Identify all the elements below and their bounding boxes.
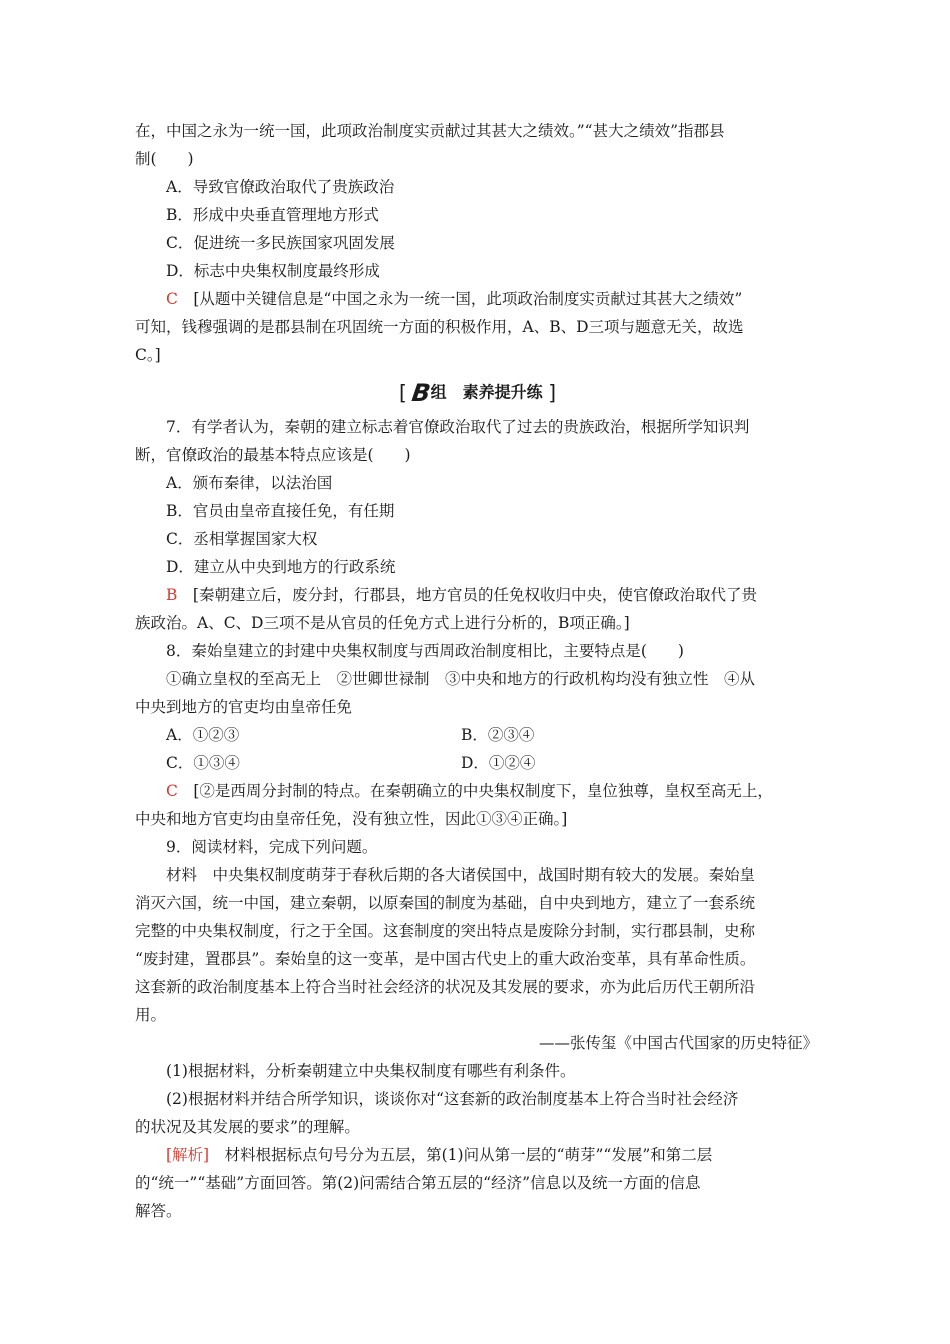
q6-option-b: B．形成中央垂直管理地方形式 [166, 206, 379, 224]
q6-analysis-line3: C。] [135, 346, 161, 364]
q8-answer-key: C [166, 782, 178, 800]
q8-option-c: C．①③④ [166, 754, 240, 772]
q9-stem: 9．阅读材料，完成下列问题。 [166, 838, 378, 856]
jiexi-tag: [解析] [166, 1146, 210, 1164]
q7-option-b: B．官员由皇帝直接任免，有任期 [166, 502, 395, 520]
q8-options-row1 [135, 721, 820, 749]
q9-material-line6: 用。 [135, 1006, 167, 1024]
q6-analysis [135, 285, 820, 313]
q8-analysis-line1: [②是西周分封制的特点。在秦朝确立的中央集权制度下，皇位独尊，皇权至高无上， [177, 782, 773, 800]
q6-analysis-line1: [从题中关键信息是“中国之永为一统一国，此项政治制度实贡献过其甚大之绩效” [177, 290, 743, 308]
q8-analysis [135, 777, 820, 805]
q8-items-line1: ①确立皇权的至高无上 ②世卿世禄制 ③中央和地方的行政机构均没有独立性 ④从 [166, 670, 756, 688]
q7-analysis-line1: [秦朝建立后，废分封，行郡县，地方官员的任免权收归中央，使官僚政治取代了贵 [177, 586, 757, 604]
q7-analysis [135, 581, 820, 609]
q7-option-a: A．颁布秦律，以法治国 [166, 474, 333, 492]
q7-stem-line1: 7．有学者认为，秦朝的建立标志着官僚政治取代了过去的贵族政治，根据所学知识判 [166, 418, 750, 436]
q9-material-line1: 材料 中央集权制度萌芽于春秋后期的各大诸侯国中，战国时期有较大的发展。秦始皇 [166, 866, 756, 884]
q8-option-b: B．②③④ [461, 726, 535, 744]
section-header [135, 377, 820, 407]
section-title: 组 素养提升练 [430, 382, 543, 402]
q9-material-line5: 这套新的政治制度基本上符合当时社会经济的状况及其发展的要求，亦为此后历代王朝所沿 [135, 978, 756, 996]
q6-stem-line2: 制( ) [135, 150, 194, 168]
q6-analysis-line2: 可知，钱穆强调的是郡县制在巩固统一方面的积极作用，A、B、D三项与题意无关，故选 [135, 318, 744, 336]
q7-answer-key: B [166, 586, 178, 604]
q7-option-d: D．建立从中央到地方的行政系统 [166, 558, 396, 576]
q8-options-row2 [135, 749, 820, 777]
q6-stem-line1: 在，中国之永为一统一国，此项政治制度实贡献过其甚大之绩效。”“甚大之绩效”指郡县 [135, 122, 725, 140]
q9-jiexi-line2: 的“统一”“基础”方面回答。第(2)问需结合第五层的“经济”信息以及统一方面的信息 [135, 1174, 701, 1192]
q7-stem-line2: 断，官僚政治的最基本特点应该是( ) [135, 446, 411, 464]
q8-analysis-line2: 中央和地方官吏均由皇帝任免，没有独立性，因此①③④正确。] [135, 810, 568, 828]
section-close-bracket: ] [548, 380, 557, 405]
q9-source: ——张传玺《中国古代国家的历史特征》 [538, 1034, 818, 1052]
q9-material-line3: 完整的中央集权制度，行之于全国。这套制度的突出特点是废除分封制，实行郡县制，史称 [135, 922, 756, 940]
q8-option-d: D．①②④ [461, 754, 536, 772]
q9-sub1: (1)根据材料，分析秦朝建立中央集权制度有哪些有利条件。 [166, 1062, 576, 1080]
q9-jiexi-line1: 材料根据标点句号分为五层，第(1)问从第一层的“萌芽”“发展”和第二层 [209, 1146, 713, 1164]
q6-answer-key: C [166, 290, 178, 308]
q8-items-line2: 中央到地方的官吏均由皇帝任免 [135, 698, 353, 716]
document-page [135, 117, 820, 1225]
section-letter: B [410, 378, 433, 407]
q9-sub2-line2: 的状况及其发展的要求”的理解。 [135, 1118, 360, 1136]
q9-jiexi-line3: 解答。 [135, 1202, 182, 1220]
q8-option-a: A．①②③ [166, 726, 240, 744]
q9-material-line4: “废封建，置郡县”。秦始皇的这一变革，是中国古代史上的重大政治变革，具有革命性质。 [135, 950, 756, 968]
q8-stem-line1: 8．秦始皇建立的封建中央集权制度与西周政治制度相比，主要特点是( ) [166, 642, 684, 660]
q6-option-d: D．标志中央集权制度最终形成 [166, 262, 380, 280]
q9-material-line2: 消灭六国，统一中国，建立秦朝，以原秦国的制度为基础，自中央到地方，建立了一套系统 [135, 894, 756, 912]
q7-analysis-line2: 族政治。A、C、D三项不是从官员的任免方式上进行分析的，B项正确。] [135, 614, 630, 632]
q6-option-a: A．导致官僚政治取代了贵族政治 [166, 178, 395, 196]
q7-option-c: C．丞相掌握国家大权 [166, 530, 318, 548]
section-open-bracket: [ [398, 380, 407, 405]
q6-option-c: C．促进统一多民族国家巩固发展 [166, 234, 395, 252]
q9-sub2-line1: (2)根据材料并结合所学知识，谈谈你对“这套新的政治制度基本上符合当时社会经济 [166, 1090, 739, 1108]
q9-jiexi [135, 1141, 820, 1169]
